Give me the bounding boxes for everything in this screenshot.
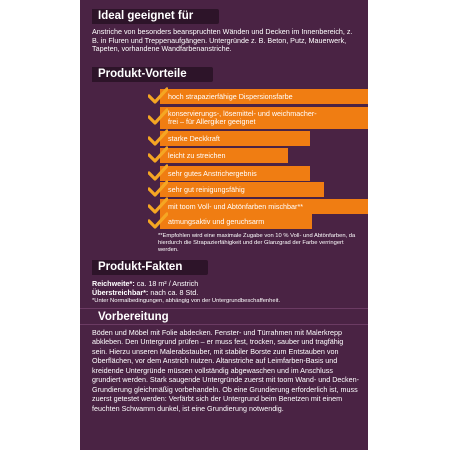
fact-ueberstreichbar-label: Überstreichbar*:	[92, 288, 149, 297]
benefit-label: starke Deckkraft	[168, 133, 220, 143]
fact-ueberstreichbar	[92, 289, 360, 298]
check-icon	[148, 129, 168, 147]
section-title-fakten: Produkt-Fakten	[92, 260, 208, 275]
benefit-item	[160, 131, 310, 146]
benefit-item	[160, 107, 368, 129]
benefit-label: hoch strapazierfähige Dispersionsfarbe	[168, 91, 293, 101]
benefit-item	[160, 182, 324, 197]
benefits-footnote: **Empfohlen wird eine maximale Zugabe von 10 % Voll- und Abtönfarben, da hierdurch die Strapazierfähigkeit und der Glanzgrad der Farbe verringert werden.	[158, 233, 356, 253]
fact-reichweite-value: ca. 18 m² / Anstrich	[134, 279, 199, 288]
check-icon	[148, 146, 168, 164]
benefit-label: leicht zu streichen	[168, 150, 226, 160]
check-icon	[148, 212, 168, 230]
benefit-item	[160, 199, 368, 214]
fact-reichweite-label: Reichweite*:	[92, 279, 135, 288]
benefit-item	[160, 166, 310, 181]
check-icon	[148, 87, 168, 105]
vorbereitung-text: Böden und Möbel mit Folie abdecken. Fenster- und Türrahmen mit Malerkrepp abkleben. Den Untergrund prüfen – er muss fest, trocken, sauber und tragfähig sein. Hierzu unseren Malerabstauber, mit stabiler Borste zum Entstauben von Oberflächen, vor dem Anstrich nutzen. Altanstriche auf Leimfarben-Basis und kreidende Untergründe müssen vollständig abgewaschen und im Anschluss grundiert werden. Stark saugende Untergründe zuerst mit toom Wand- und Decken-Grundierung gleichmäßig vorbehandeln. Ob eine Grundierung erforderlich ist, muss zuerst getestet werden: Verfärbt sich der Untergrund beim Benetzen mit einem feuchten Schwamm dunkel, ist eine Grundierung notwendig.	[92, 328, 360, 413]
section-title-vorteile: Produkt-Vorteile	[92, 67, 213, 82]
divider	[80, 308, 368, 309]
benefit-label: konservierungs-, lösemittel- und weichmacher- frei – für Allergiker geeignet	[168, 109, 317, 126]
section-title-vorbereitung: Vorbereitung	[98, 311, 169, 323]
benefit-label: atmungsaktiv und geruchsarm	[168, 216, 265, 226]
benefit-label: mit toom Voll- und Abtönfarben mischbar**	[168, 201, 304, 211]
benefit-label: sehr gut reinigungsfähig	[168, 184, 245, 194]
fact-ueberstreichbar-value: nach ca. 8 Std.	[148, 288, 199, 297]
check-icon	[148, 108, 168, 126]
section-title-ideal: Ideal geeignet für	[92, 9, 219, 24]
benefit-item	[160, 214, 312, 229]
check-icon	[148, 180, 168, 198]
benefit-label: sehr gutes Anstrichergebnis	[168, 168, 257, 178]
facts-note: *Unter Normalbedingungen, abhängig von der Untergrundbeschaffenheit.	[92, 298, 281, 304]
ideal-text: Anstriche von besonders beanspruchten Wänden und Decken im Innenbereich, z. B. in Fluren und Treppenaufgängen. Untergründe z. B. Beton, Putz, Mauerwerk, Tapeten, vorhandene Wandfarbenanstriche.	[92, 27, 353, 54]
benefit-item	[160, 89, 368, 104]
divider	[80, 324, 368, 325]
benefit-item	[160, 148, 288, 163]
product-info-panel	[80, 0, 368, 450]
